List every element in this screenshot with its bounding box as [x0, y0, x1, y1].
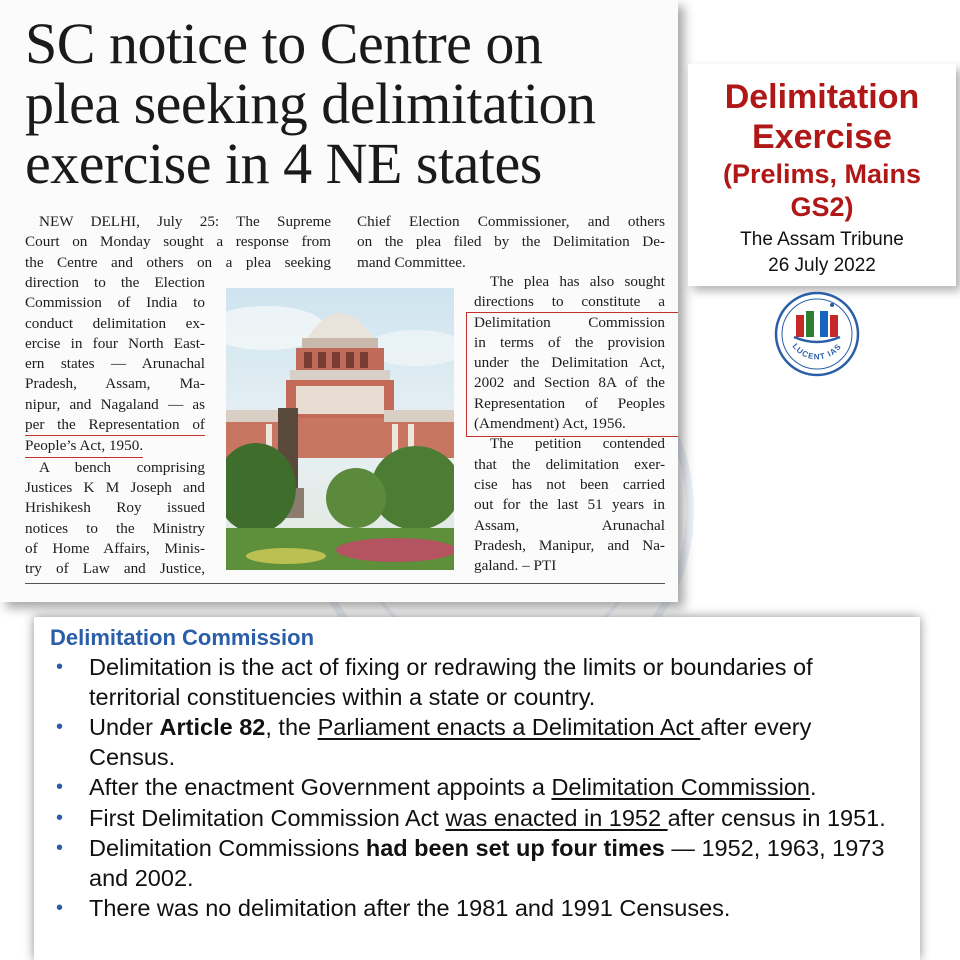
article-line: The petition contended [490, 435, 665, 453]
article-intro [25, 212, 331, 273]
highlighted-line: per the Representation of [25, 415, 205, 436]
article-line: nipur, and Nagaland — as [25, 395, 205, 413]
supreme-court-photo [226, 288, 454, 570]
article-line: of Home Affairs, Minis- [25, 539, 205, 557]
underlined-text: Parliament enacts a Delimitation Act [317, 714, 701, 740]
card-title-line-1: Delimitation [724, 78, 920, 116]
article-line: Justices K M Joseph and [25, 478, 205, 496]
notes-list-item [34, 713, 920, 772]
highlighted-line: Representation of Peoples [474, 394, 665, 412]
article-line: notices to the Ministry [25, 519, 205, 537]
notes-list-item [34, 773, 920, 803]
notes-list-item [34, 834, 920, 893]
bullet-icon: • [56, 776, 64, 798]
highlighted-line: 2002 and Section 8A of the [474, 374, 665, 392]
underlined-text: Delimitation Commission [551, 774, 811, 800]
card-source: The Assam Tribune [740, 229, 904, 250]
red-highlight-box [466, 312, 678, 437]
underlined-text: was enacted in 1952 [445, 804, 668, 831]
note-text: Under [89, 714, 160, 740]
note-text: after census in 1951. [667, 804, 886, 831]
article-line: conduct delimitation ex- [25, 314, 205, 332]
topic-title-card [688, 64, 956, 286]
article-line: directions to constitute a [474, 293, 665, 311]
note-text: After the enactment Government appoints a [89, 774, 552, 800]
notes-list-item [34, 894, 920, 924]
card-title-line-4: GS2) [790, 192, 854, 222]
headline-line-2: plea seeking delimitation [25, 71, 596, 136]
note-text: There was no delimitation after the 1981 and 1991 Censuses. [89, 895, 731, 921]
note-text: First Delimitation Commission Act [89, 804, 446, 831]
supreme-court-illustration [226, 288, 454, 570]
article-line: Pradesh, Manipur, and Na- [474, 536, 665, 554]
article-line: ercise in four North East- [25, 334, 205, 352]
note-text: — 1952, 1963, 1973 and 2002. [89, 835, 885, 891]
article-line: NEW DELHI, July 25: The Supreme [39, 213, 331, 230]
newspaper-clipping [0, 0, 678, 602]
highlighted-line: under the Delimitation Act, [474, 354, 665, 372]
note-text: . [810, 774, 817, 800]
bold-text: Article 82 [159, 714, 266, 740]
highlighted-line: People’s Act, 1950. [25, 436, 143, 457]
article-line: The plea has also sought [490, 273, 665, 290]
bullet-icon: • [56, 806, 64, 829]
card-title-line-3: (Prelims, Mains [722, 159, 922, 189]
article-line: ern states — Arunachal [25, 355, 205, 373]
article-line: Chief Election Commissioner, and others [357, 213, 665, 230]
article-line: Assam, Arunachal [474, 516, 665, 534]
bottom-rule [25, 583, 665, 584]
notes-list-item [34, 804, 920, 834]
bullet-icon: • [56, 897, 64, 919]
article-column-1 [25, 273, 205, 579]
article-line: the Centre and others on a plea seeking [25, 253, 331, 271]
headline-line-3: exercise in 4 NE states [25, 131, 542, 196]
article-line: Court on Monday sought a response from [25, 233, 331, 251]
notes-panel [34, 617, 920, 960]
notes-list [34, 653, 920, 924]
lucent-ias-logo [774, 291, 860, 377]
article-line: cise has not been carried [474, 475, 665, 493]
article-line: Hrishikesh Roy issued [25, 499, 205, 517]
article-line: galand. – PTI [474, 557, 557, 575]
article-line: that the delimitation exer- [474, 455, 665, 473]
article-line: Commission of India to [25, 294, 205, 312]
highlighted-line: Delimitation Commission [474, 313, 665, 331]
logo-text: LUCENT IAS [790, 341, 844, 362]
bullet-icon: • [56, 837, 64, 859]
article-headline [25, 11, 665, 196]
article-line: direction to the Election [25, 274, 205, 291]
article-line: out for the last 51 years in [474, 496, 665, 514]
article-line: Pradesh, Assam, Ma- [25, 375, 205, 393]
bold-text: had been set up four times [365, 835, 665, 861]
article-line: on the plea filed by the Delimitation De- [357, 233, 665, 251]
article-line: try of Law and Justice, [25, 560, 205, 578]
note-text: Delimitation is the act of fixing or redrawing the limits or boundaries of territorial constituencies within a state or country. [89, 654, 813, 710]
note-text: , the [265, 714, 318, 740]
card-date: 26 July 2022 [768, 255, 876, 276]
article-column-2 [357, 212, 665, 273]
highlighted-line: (Amendment) Act, 1956. [474, 415, 626, 433]
article-line: A bench comprising [39, 458, 205, 476]
bullet-icon: • [56, 656, 64, 678]
notes-heading: Delimitation Commission [50, 625, 315, 650]
card-title-line-2: Exercise [752, 118, 892, 156]
note-text: after every Census. [89, 714, 812, 770]
notes-list-item [34, 653, 920, 712]
note-text: Delimitation Commissions [89, 835, 366, 861]
bullet-icon: • [56, 716, 64, 738]
article-line: mand Committee. [357, 253, 466, 271]
headline-line-1: SC notice to Centre on [25, 11, 543, 76]
highlighted-line: in terms of the provision [474, 333, 665, 351]
